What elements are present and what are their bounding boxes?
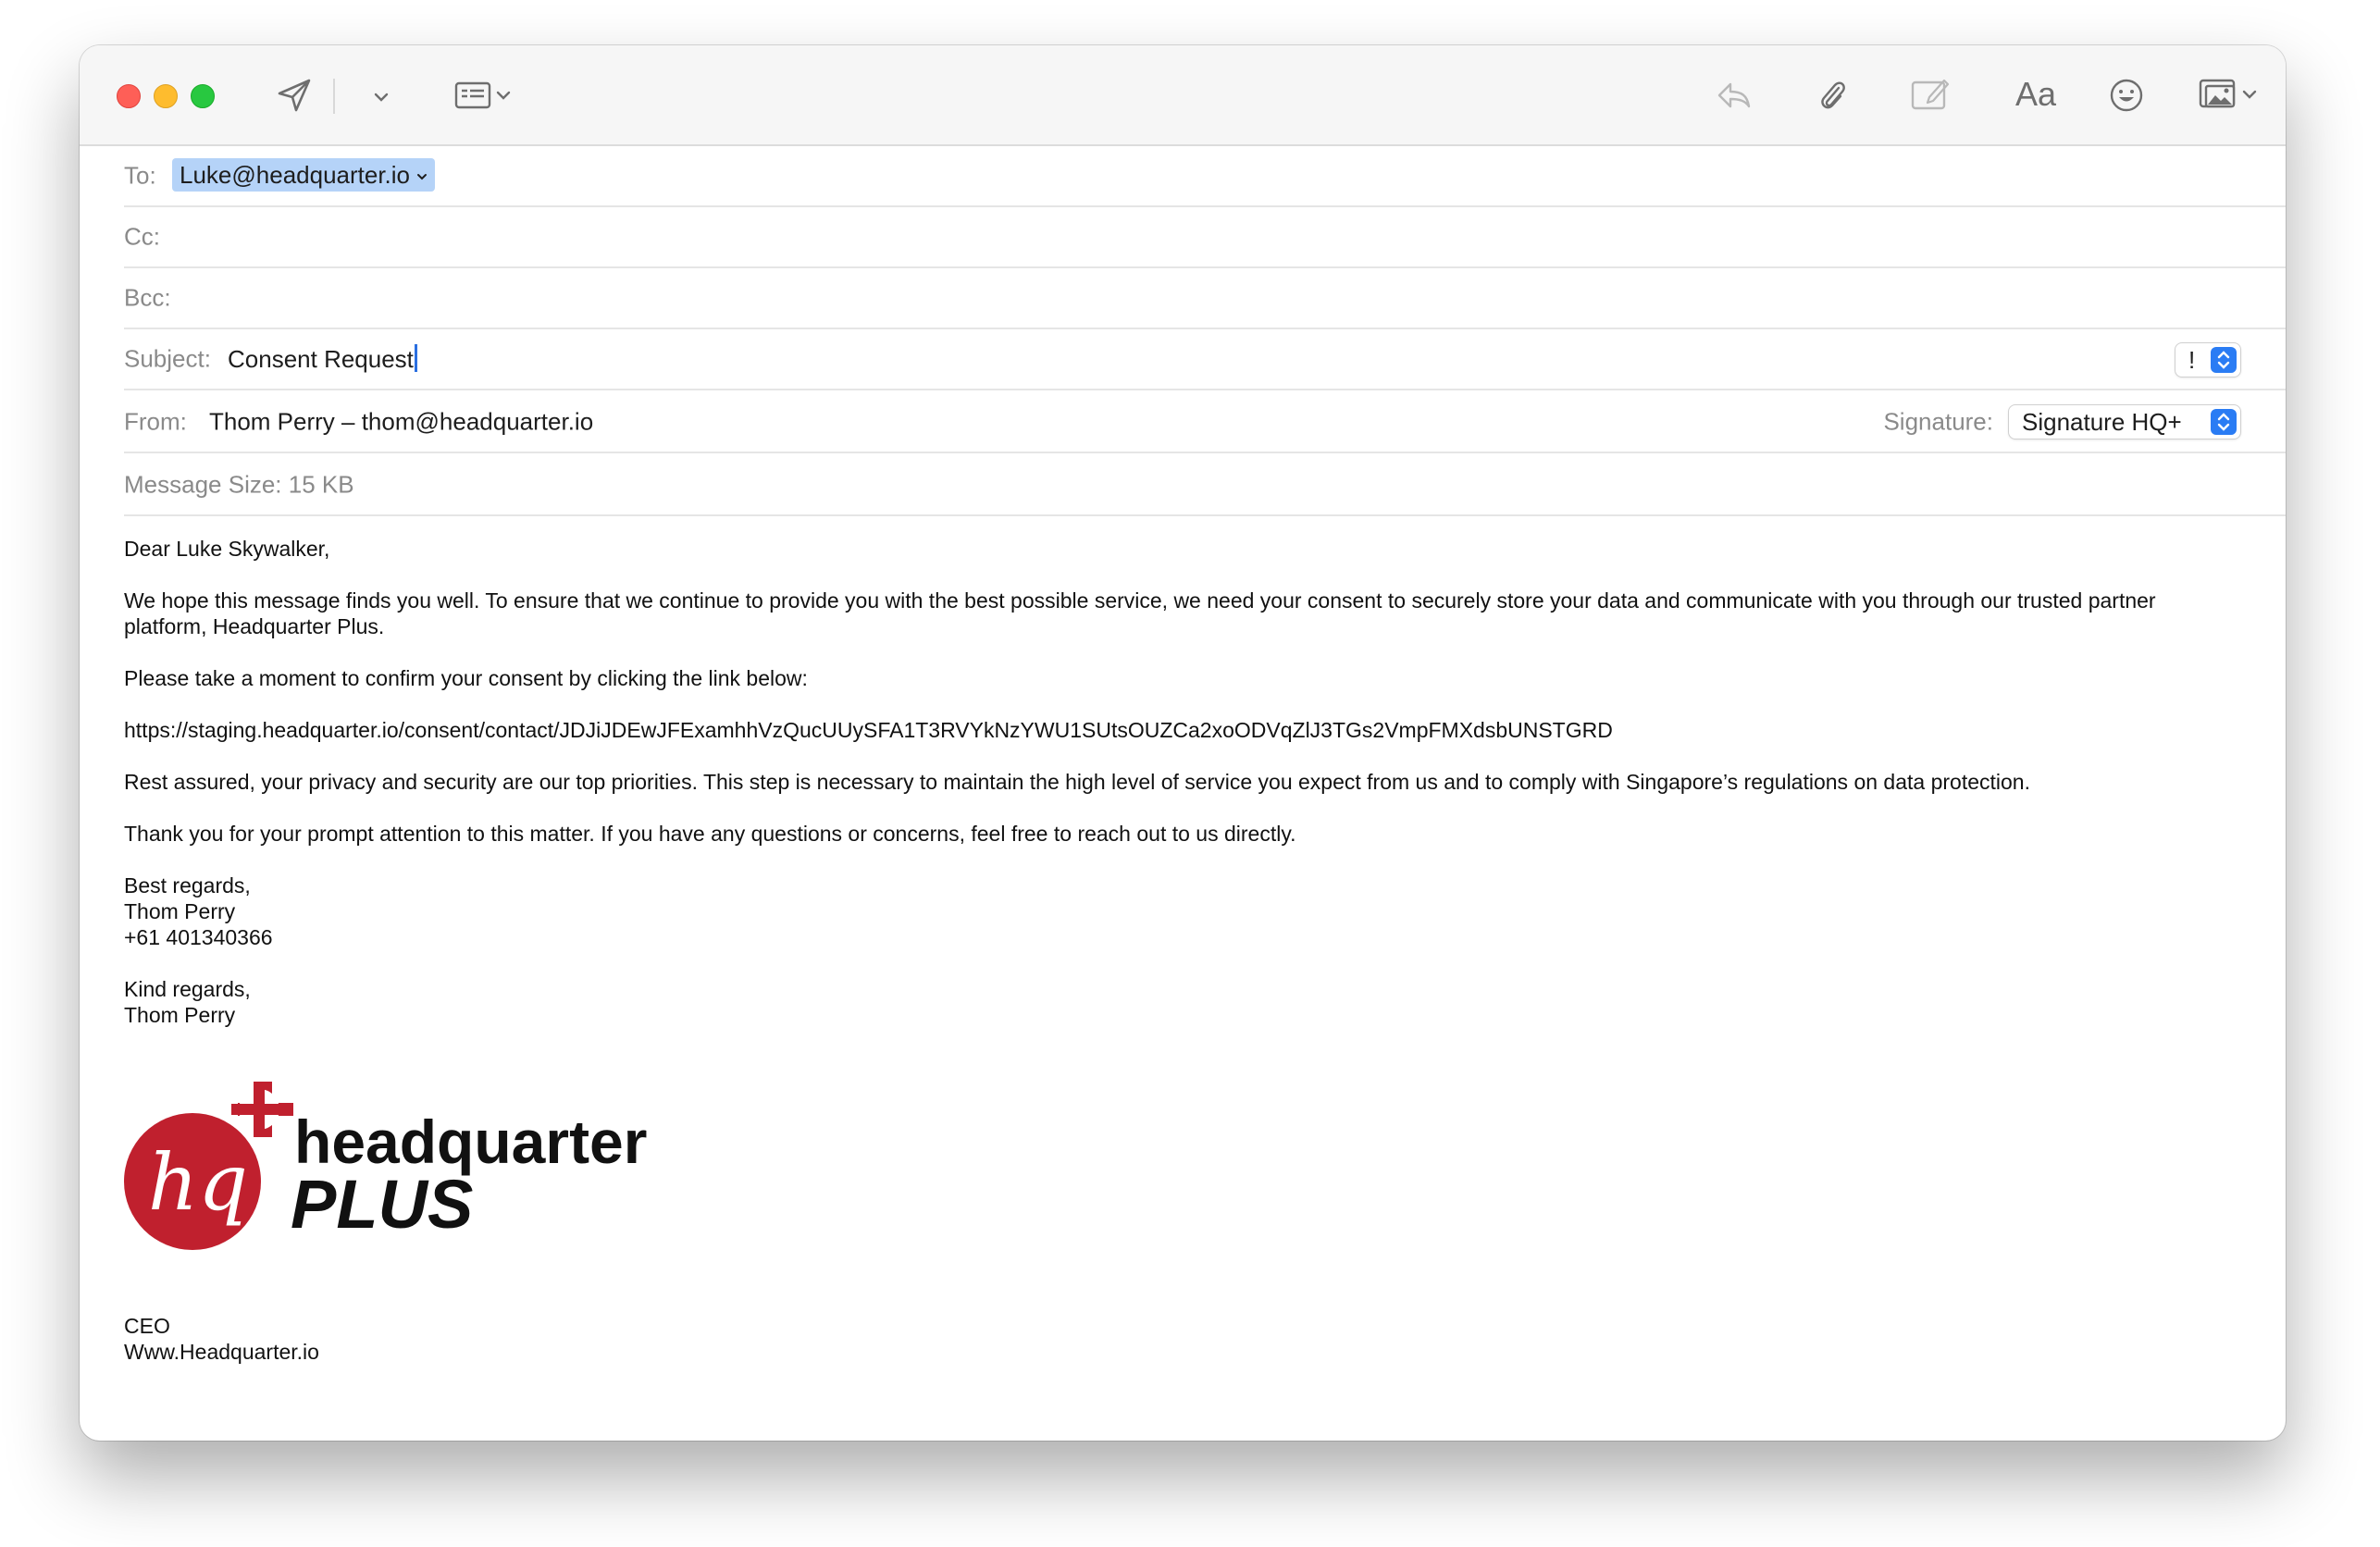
signer-title: CEO	[124, 1314, 170, 1338]
format-button[interactable]: Aa	[2014, 75, 2057, 113]
signer-name: Thom Perry	[124, 899, 236, 923]
signature-footer	[124, 1313, 2212, 1365]
send-button[interactable]	[270, 75, 318, 116]
recipient-address: Luke@headquarter.io	[180, 161, 411, 189]
closing-block	[124, 873, 2212, 950]
cc-label: Cc:	[124, 222, 160, 251]
reply-icon	[1716, 79, 1753, 112]
subject-text: Consent Request	[228, 345, 414, 373]
send-options-button[interactable]	[363, 79, 400, 116]
greeting: Dear Luke Skywalker,	[124, 537, 330, 561]
recipient-token[interactable]	[172, 158, 435, 192]
chevron-down-icon	[416, 172, 428, 181]
logo-monogram: hq	[148, 1137, 248, 1228]
toolbar	[80, 45, 2286, 146]
to-row	[124, 146, 2286, 207]
markup-icon	[1911, 77, 1950, 112]
website-link[interactable]: Www.Headquarter.io	[124, 1340, 319, 1364]
subject-label: Subject:	[124, 344, 211, 373]
message-size-value: 15 KB	[288, 470, 354, 499]
header-fields-button[interactable]	[446, 75, 520, 116]
signature-value: Signature HQ+	[2022, 408, 2182, 436]
body-paragraph: Please take a moment to confirm your consent by clicking the link below:	[124, 666, 808, 690]
closing-line: Best regards,	[124, 873, 251, 897]
message-size-row	[124, 455, 2286, 516]
close-window-button[interactable]	[117, 84, 141, 108]
closing-block	[124, 976, 2212, 1028]
signature-label: Signature:	[1883, 407, 1993, 436]
logo-word-plus: PLUS	[291, 1166, 474, 1243]
logo-word-headquarter: headquarter	[294, 1108, 648, 1176]
message-size-label	[124, 471, 354, 500]
from-popup[interactable]: Thom Perry – thom@headquarter.io	[209, 407, 594, 436]
zoom-window-button[interactable]	[191, 84, 215, 108]
priority-stepper	[2211, 347, 2237, 373]
paper-plane-icon	[276, 77, 313, 114]
subject-field[interactable]	[228, 344, 417, 374]
message-body[interactable]	[124, 536, 2212, 1054]
photo-browser-icon	[2199, 77, 2241, 112]
chevron-down-icon	[2241, 89, 2258, 100]
chevron-down-icon	[373, 92, 390, 103]
attach-button[interactable]	[1808, 75, 1856, 116]
toolbar-separator	[333, 79, 335, 114]
consent-link[interactable]: https://staging.headquarter.io/consent/contact/JDJiJDEwJFExamhhVzQucUUySFA1T3RVYkNzYWU1SUtsOUZCa2xoODVqZlJ3TGs2VmpFMXdsbUNSTGRD	[124, 718, 1613, 742]
bcc-label: Bcc:	[124, 283, 171, 312]
bcc-row[interactable]	[124, 268, 2286, 329]
paperclip-icon	[1816, 77, 1848, 114]
smiley-icon	[2109, 78, 2144, 113]
mail-compose-window	[80, 45, 2286, 1441]
reply-button[interactable]	[1710, 75, 1758, 116]
from-label: From:	[124, 407, 187, 436]
header-fields-icon	[454, 80, 495, 111]
priority-value: !	[2188, 346, 2196, 374]
headquarter-plus-logo	[124, 1082, 679, 1285]
signature-stepper	[2211, 409, 2237, 435]
markup-button[interactable]	[1906, 73, 1954, 116]
to-label: To:	[124, 161, 156, 190]
up-down-chevron-icon	[2211, 409, 2237, 435]
body-paragraph: Thank you for your prompt attention to this matter. If you have any questions or concerns, feel free to reach out to us directly.	[124, 822, 1296, 846]
photo-browser-button[interactable]	[2191, 73, 2265, 116]
subject-row	[124, 329, 2286, 390]
signature-popup[interactable]	[2008, 404, 2241, 439]
from-row	[124, 392, 2286, 453]
chevron-down-icon	[495, 90, 512, 101]
minimize-window-button[interactable]	[154, 84, 178, 108]
priority-popup[interactable]	[2175, 342, 2241, 377]
signer-phone: +61 401340366	[124, 925, 273, 949]
emoji-button[interactable]	[2102, 75, 2151, 116]
cc-row[interactable]	[124, 207, 2286, 268]
signer-name: Thom Perry	[124, 1003, 236, 1027]
body-paragraph: Rest assured, your privacy and security are our top priorities. This step is necessary to maintain the high level of service you expect from us and to comply with Singapore’s regulations on data protection.	[124, 770, 2030, 794]
closing-line: Kind regards,	[124, 977, 251, 1001]
up-down-chevron-icon	[2211, 347, 2237, 373]
message-size-caption: Message Size:	[124, 470, 282, 499]
text-cursor	[415, 344, 417, 372]
body-paragraph: We hope this message finds you well. To ensure that we continue to provide you with the best possible service, we need your consent to securely store your data and communicate with you through our trusted partner platform, Headquarter Plus.	[124, 588, 2156, 638]
